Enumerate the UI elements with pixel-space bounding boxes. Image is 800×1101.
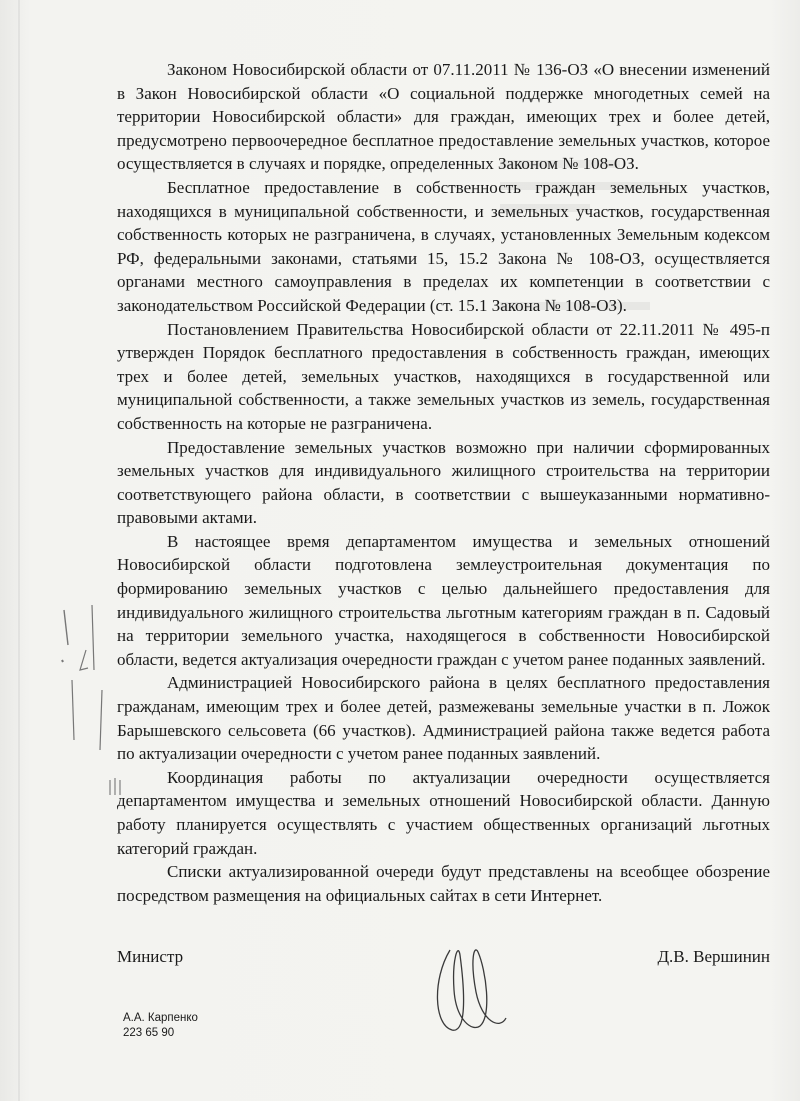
margin-pencil-marks: [50, 590, 130, 820]
paragraph-5: В настоящее время департаментом имущества и земельных отношений Новосибирской области подготовлена землеустроительная документация по формированию земельных участков с целью дальнейшего предоставления для индивидуального жилищного строительства льготным категориям граждан в п. Садовый на территории земельного участка, находящегося в собственности Новосибирской области, ведется актуализация очередности граждан с учетом ранее поданных заявлений.: [117, 531, 770, 669]
signatory-position: Министр: [117, 947, 184, 966]
document-body: [117, 58, 770, 907]
signatory-name: Д.В. Вершинин: [657, 947, 770, 966]
paragraph-3: Постановлением Правительства Новосибирской области от 22.11.2011 № 495-п утвержден Порядок бесплатного предоставления в собственность граждан, имеющих трех и более детей, земельных участков, находящихся в государственной или муниципальной собственности, а также земельных участков из земель, государственная собственность на которые не разграничена.: [117, 319, 770, 433]
paragraph-7: Координация работы по актуализации очередности осуществляется департаментом имущества и земельных отношений Новосибирской области. Данную работу планируется осуществлять с участием общественных организаций льготных категорий граждан.: [117, 767, 770, 858]
page-fold: [18, 0, 20, 1101]
paragraph-6: Администрацией Новосибирского района в целях бесплатного предоставления гражданам, имеющим трех и более детей, размежеваны земельные участки в п. Ложок Барышевского сельсовета (66 участков). Администрацией района также ведется работа по актуализации очередности с учетом ранее поданных заявлений.: [117, 673, 770, 764]
handwritten-signature: [420, 930, 530, 1040]
paragraph-4: Предоставление земельных участков возможно при наличии сформированных земельных участков для индивидуального жилищного строительства на территории соответствующего района области, в соответствии с вышеуказанными нормативно-правовыми актами.: [117, 437, 770, 528]
paragraph-8: Списки актуализированной очереди будут представлены на всеобщее обозрение посредством размещения на официальных сайтах в сети Интернет.: [117, 862, 770, 905]
executor-phone: 223 65 90: [123, 1027, 175, 1039]
paragraph-1: Законом Новосибирской области от 07.11.2011 № 136-ОЗ «О внесении изменений в Закон Новосибирской области «О социальной поддержке многодетных семей на территории Новосибирской области» для граждан, имеющих трех и более детей, предусмотрено первоочередное бесплатное предоставление земельных участков, которое осуществляется в случаях и порядке, определенных Законом № 108-ОЗ.: [117, 60, 770, 174]
paragraph-2: Бесплатное предоставление в собственность граждан земельных участков, находящихся в муниципальной собственности, и земельных участков, государственная собственность которых не разграничена, в случаях, установленных Земельным кодексом РФ, федеральными законами, статьями 15, 15.2 Закона № 108-ОЗ, осуществляется органами местного самоуправления в пределах их компетенции в соответствии с законодательством Российской Федерации (ст. 15.1 Закона № 108-ОЗ).: [117, 177, 770, 315]
executor-info: [123, 1011, 198, 1041]
executor-name: А.А. Карпенко: [123, 1012, 198, 1024]
